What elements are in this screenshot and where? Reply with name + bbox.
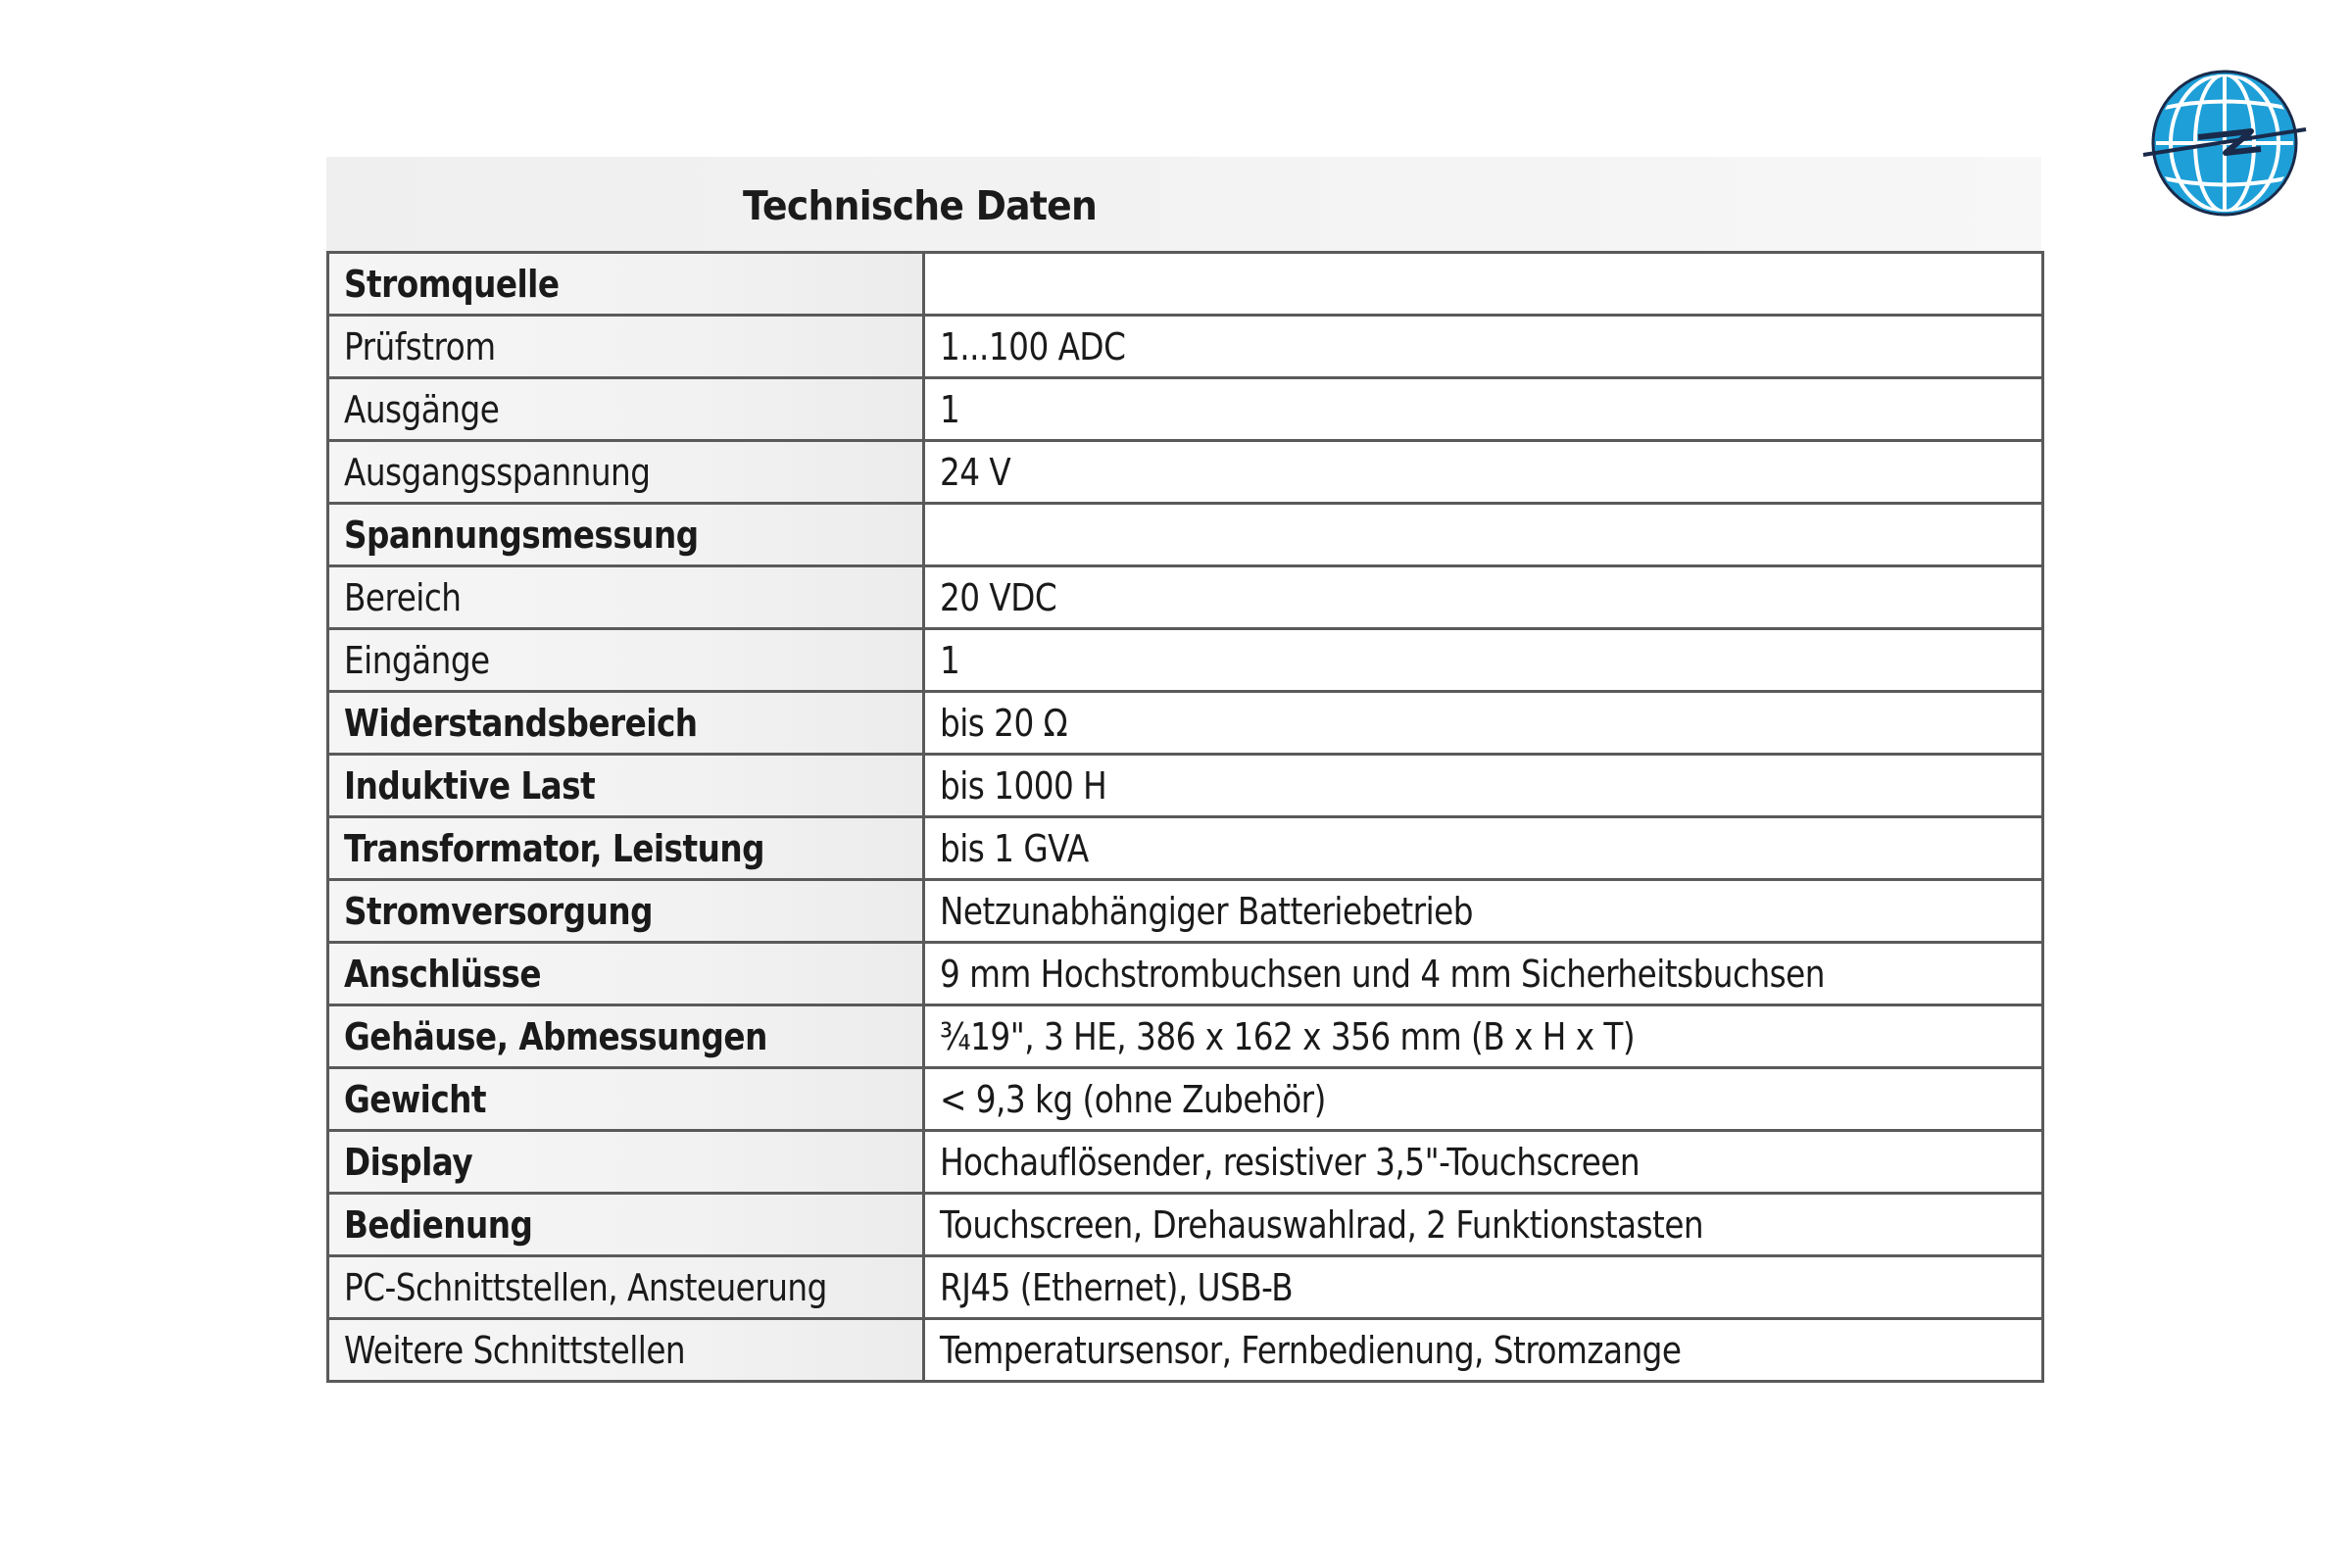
spec-label-cell xyxy=(328,629,924,692)
spec-row xyxy=(328,629,2043,692)
spec-label: Ausgangsspannung xyxy=(344,450,651,494)
spec-table xyxy=(326,251,2044,1383)
spec-row xyxy=(328,316,2043,378)
spec-value-cell xyxy=(924,692,2043,755)
spec-value: Netzunabhängiger Batteriebetrieb xyxy=(940,889,1473,933)
spec-value: ¾19", 3 HE, 386 x 162 x 356 mm (B x H x T) xyxy=(940,1014,1636,1058)
spec-value-cell xyxy=(924,943,2043,1005)
spec-label-cell xyxy=(328,1131,924,1194)
spec-value-cell xyxy=(924,504,2043,566)
title-band xyxy=(326,157,2041,251)
spec-value: < 9,3 kg (ohne Zubehör) xyxy=(940,1077,1326,1121)
spec-row xyxy=(328,755,2043,817)
spec-value-cell xyxy=(924,880,2043,943)
spec-row xyxy=(328,1005,2043,1068)
spec-row xyxy=(328,692,2043,755)
spec-value-cell xyxy=(924,378,2043,441)
spec-label-cell xyxy=(328,1319,924,1382)
spec-label-cell xyxy=(328,1005,924,1068)
spec-value-cell xyxy=(924,1194,2043,1256)
spec-value: 24 V xyxy=(940,450,1011,494)
spec-label: Stromquelle xyxy=(344,262,560,306)
spec-value: bis 20 Ω xyxy=(940,701,1068,745)
spec-label: Anschlüsse xyxy=(344,952,542,996)
document-title: Technische Daten xyxy=(743,182,1098,229)
spec-label-cell xyxy=(328,253,924,316)
spec-table-body xyxy=(328,253,2043,1382)
spec-value: bis 1000 H xyxy=(940,763,1107,808)
spec-row xyxy=(328,253,2043,316)
spec-value: 20 VDC xyxy=(940,575,1057,619)
spec-label-cell xyxy=(328,943,924,1005)
spec-value-cell xyxy=(924,1256,2043,1319)
spec-label-cell xyxy=(328,755,924,817)
spec-row xyxy=(328,1068,2043,1131)
spec-row xyxy=(328,378,2043,441)
spec-label: Transformator, Leistung xyxy=(344,826,764,870)
spec-value-cell xyxy=(924,441,2043,504)
spec-value: bis 1 GVA xyxy=(940,826,1089,870)
spec-label: Display xyxy=(344,1140,473,1184)
spec-value: Touchscreen, Drehauswahlrad, 2 Funktionstasten xyxy=(940,1202,1704,1247)
spec-value: 1 xyxy=(940,638,960,682)
spec-label: Widerstandsbereich xyxy=(344,701,698,745)
spec-label-cell xyxy=(328,817,924,880)
spec-value-cell xyxy=(924,1319,2043,1382)
spec-label-cell xyxy=(328,1068,924,1131)
spec-row xyxy=(328,441,2043,504)
spec-label-cell xyxy=(328,692,924,755)
spec-value: Hochauflösender, resistiver 3,5"-Touchscreen xyxy=(940,1140,1641,1184)
spec-row xyxy=(328,1131,2043,1194)
spec-label: PC-Schnittstellen, Ansteuerung xyxy=(344,1265,827,1309)
spec-value: RJ45 (Ethernet), USB-B xyxy=(940,1265,1294,1309)
spec-value-cell xyxy=(924,566,2043,629)
spec-value: 9 mm Hochstrombuchsen und 4 mm Sicherheitsbuchsen xyxy=(940,952,1825,996)
spec-value-cell xyxy=(924,316,2043,378)
spec-label: Weitere Schnittstellen xyxy=(344,1328,686,1372)
spec-row xyxy=(328,880,2043,943)
spec-label: Spannungsmessung xyxy=(344,513,699,557)
spec-label-cell xyxy=(328,441,924,504)
spec-label-cell xyxy=(328,504,924,566)
spec-label: Prüfstrom xyxy=(344,324,496,368)
spec-label: Eingänge xyxy=(344,638,490,682)
spec-row xyxy=(328,1194,2043,1256)
spec-label-cell xyxy=(328,566,924,629)
spec-label-cell xyxy=(328,1194,924,1256)
spec-document xyxy=(326,157,2041,1383)
spec-row xyxy=(328,1319,2043,1382)
spec-value: 1...100 ADC xyxy=(940,324,1126,368)
spec-label-cell xyxy=(328,1256,924,1319)
spec-row xyxy=(328,817,2043,880)
spec-row xyxy=(328,943,2043,1005)
spec-row xyxy=(328,1256,2043,1319)
spec-label-cell xyxy=(328,880,924,943)
spec-label: Induktive Last xyxy=(344,763,596,808)
spec-value: 1 xyxy=(940,387,960,431)
spec-label: Bedienung xyxy=(344,1202,533,1247)
spec-value-cell xyxy=(924,629,2043,692)
spec-label: Gehäuse, Abmessungen xyxy=(344,1014,767,1058)
spec-label: Stromversorgung xyxy=(344,889,653,933)
spec-value: Temperatursensor, Fernbedienung, Stromzange xyxy=(940,1328,1682,1372)
spec-value-cell xyxy=(924,817,2043,880)
spec-row xyxy=(328,504,2043,566)
spec-label: Ausgänge xyxy=(344,387,500,431)
spec-label-cell xyxy=(328,316,924,378)
spec-label-cell xyxy=(328,378,924,441)
spec-value-cell xyxy=(924,755,2043,817)
spec-row xyxy=(328,566,2043,629)
spec-label: Gewicht xyxy=(344,1077,487,1121)
spec-value-cell xyxy=(924,253,2043,316)
globe-logo-icon xyxy=(2141,65,2308,221)
spec-value-cell xyxy=(924,1068,2043,1131)
spec-value-cell xyxy=(924,1005,2043,1068)
spec-value-cell xyxy=(924,1131,2043,1194)
spec-label: Bereich xyxy=(344,575,462,619)
